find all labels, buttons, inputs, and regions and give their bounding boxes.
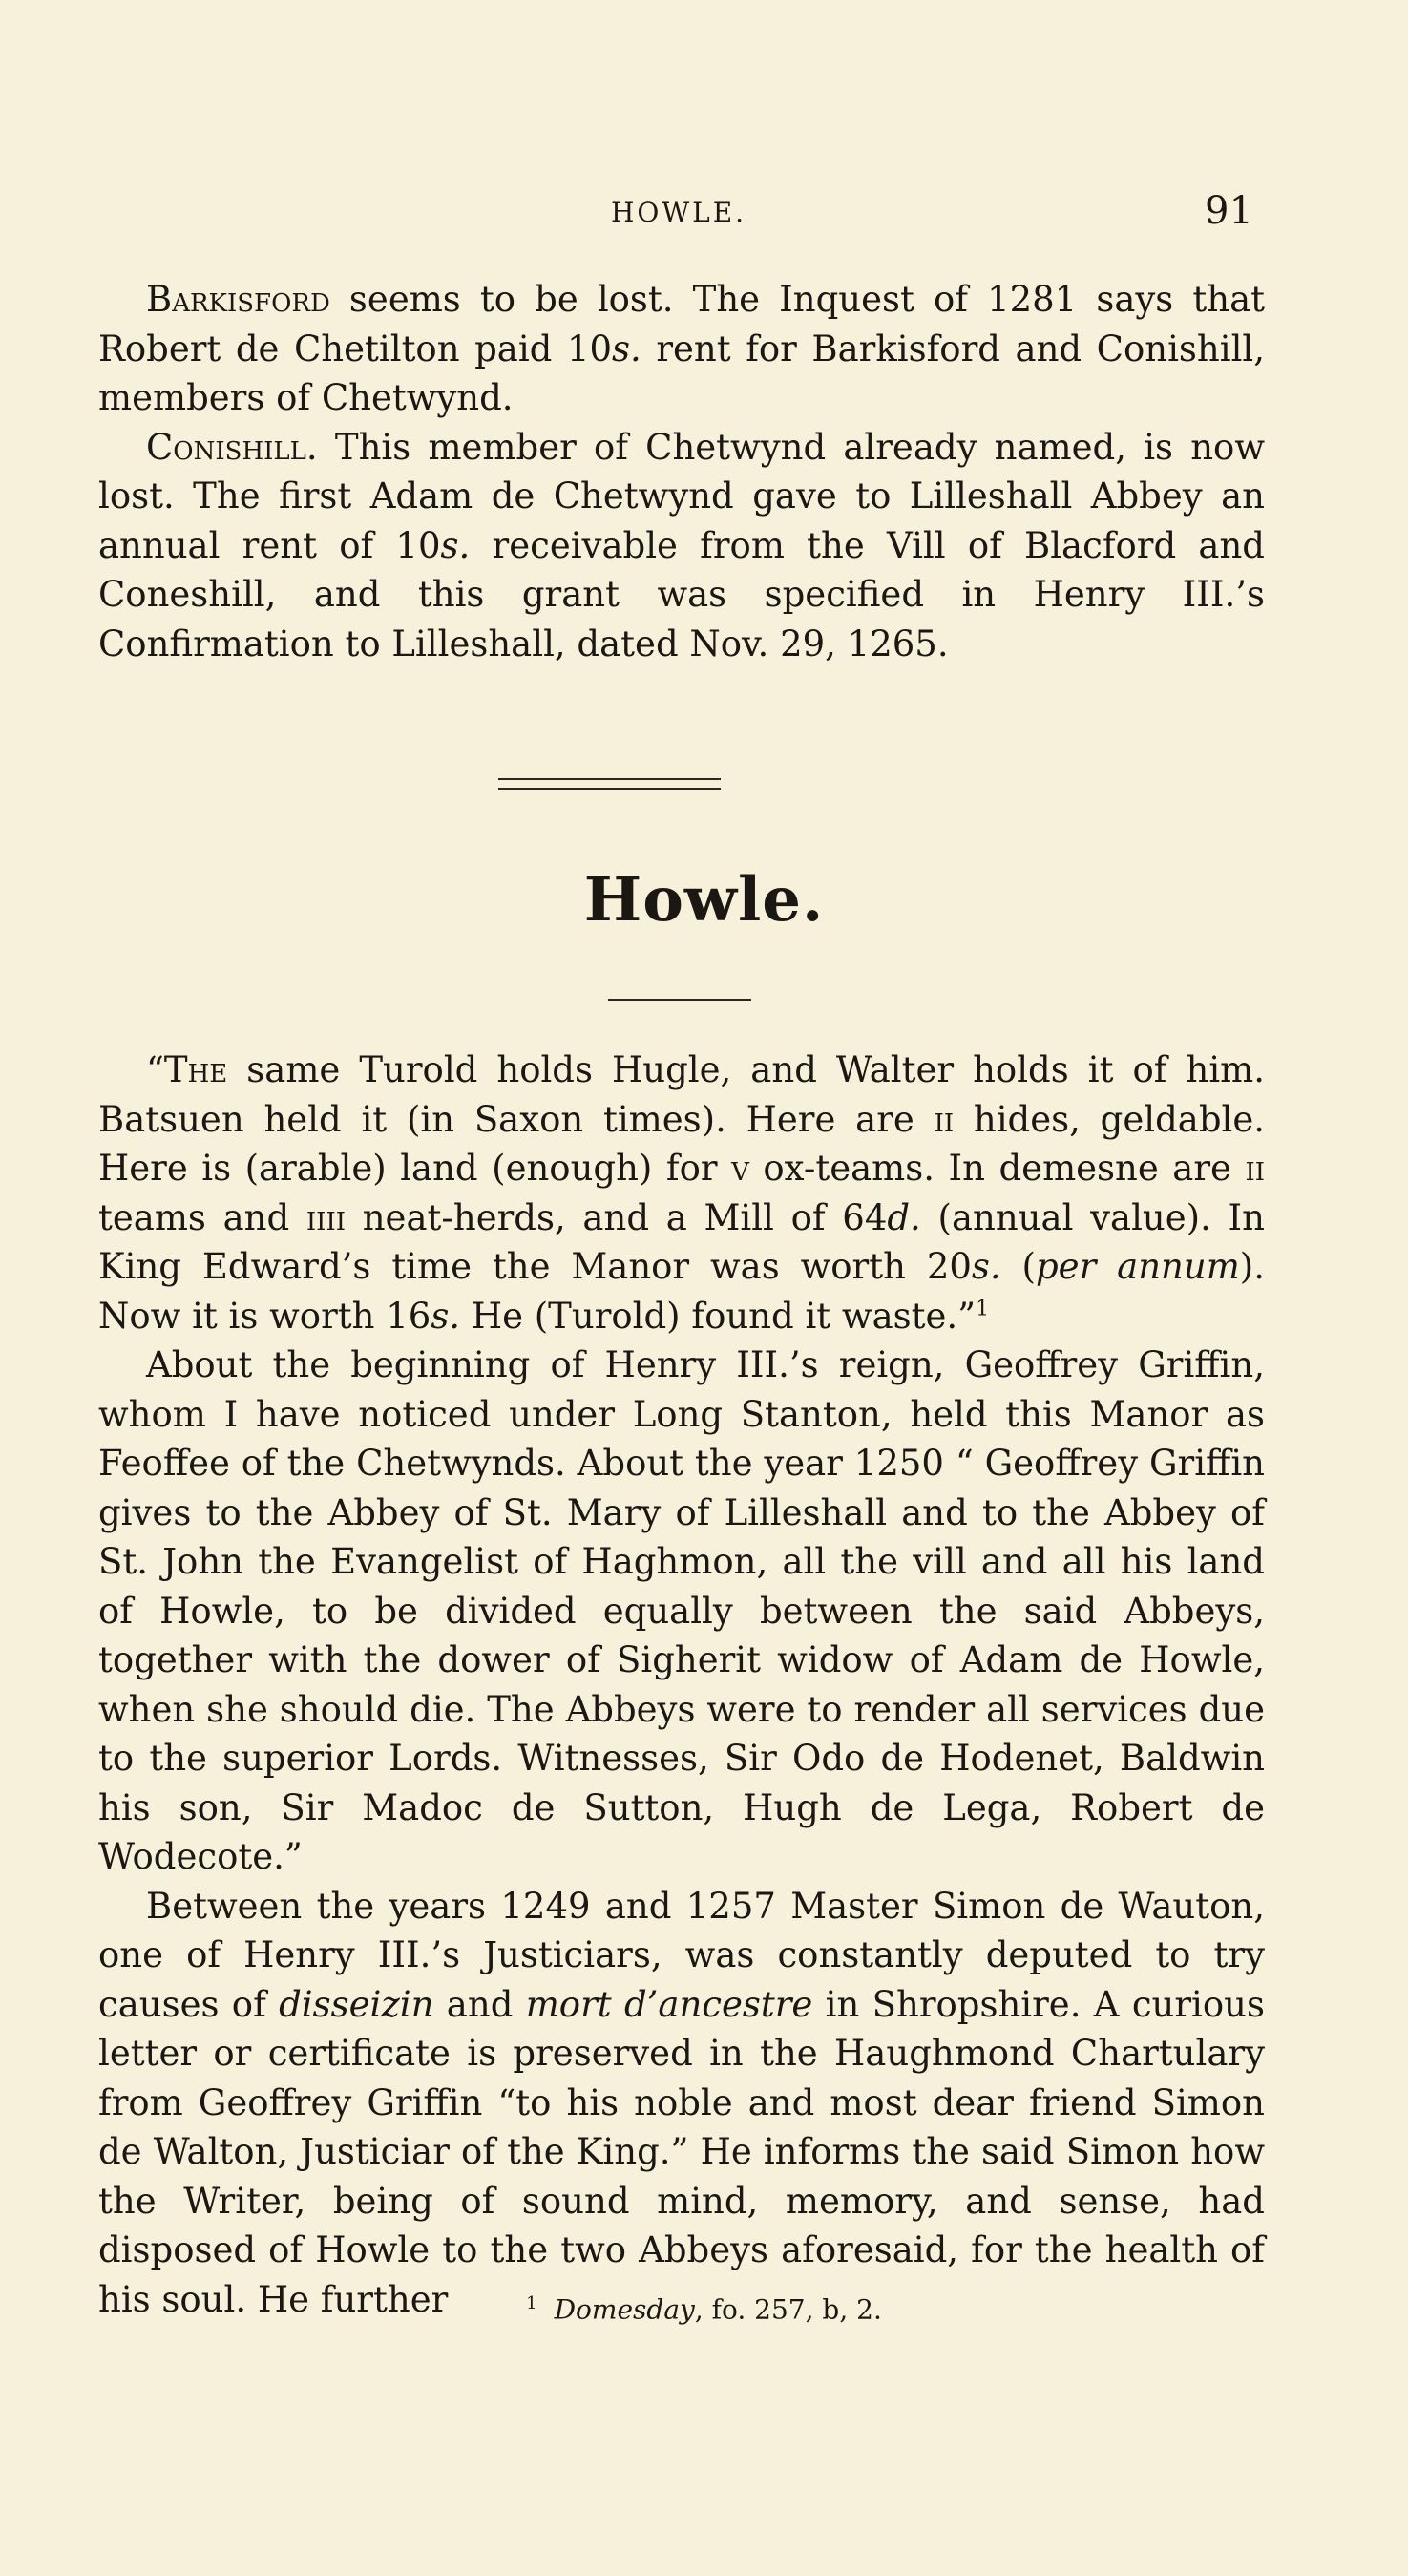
section-heading: Howle. bbox=[583, 864, 825, 936]
footnote-number: 1 bbox=[526, 2293, 537, 2313]
footnote-marker: 1 bbox=[976, 1297, 990, 1321]
paragraph-conishill: Conishill. This member of Chetwynd already named, is now lost. The first Adam de Chetwynd gave to Lilleshall Abbey an annual rent of 10s. receivable from the Vill of Blacford and Coneshill, and this grant was specified in Henry III.’s Confirmation to Lilleshall, dated Nov. 29, 1265. bbox=[98, 426, 1265, 665]
running-title: HOWLE. bbox=[611, 197, 747, 228]
footnote bbox=[0, 2293, 1408, 2325]
lead-term: Conishill. bbox=[146, 426, 318, 468]
section-chetwynd-members bbox=[98, 275, 1265, 668]
paragraph-griffin-grant: About the beginning of Henry III.’s reign, Geoffrey Griffin, whom I have noticed under Long Stanton, held this Manor as Feoffee of the Chetwynds. About the year 1250 “ Geoffrey Griffin gives to the Abbey of St. Mary of Lilleshall and to the Abbey of St. John the Evangelist of Haghmon, all the vill and all his land of Howle, to be divided equally between the said Abbeys, together with the dower of Sigherit widow of Adam de Howle, when she should die. The Abbeys were to render all services due to the superior Lords. Witnesses, Sir Odo de Hodenet, Baldwin his son, Sir Madoc de Sutton, Hugh de Lega, Robert de Wodecote.” bbox=[98, 1344, 1265, 1877]
section-divider bbox=[498, 778, 721, 790]
paragraph-barkisford: Barkisford seems to be lost. The Inquest of 1281 says that Robert de Chetilton paid 10s. rent for Barkisford and Conishill, members of Chetwynd. bbox=[98, 279, 1265, 418]
running-head bbox=[0, 189, 1408, 237]
footnote-reference: , fo. 257, b, 2. bbox=[694, 2293, 882, 2326]
page-number: 91 bbox=[1205, 189, 1253, 233]
lead-term: Barkisford bbox=[146, 279, 330, 320]
paragraph-wauton-letter: Between the years 1249 and 1257 Master Simon de Wauton, one of Henry III.’s Justiciars, was constantly deputed to try causes of disseizin and mort d’ancestre in Shropshire. A curious letter or certificate is preserved in the Haughmond Chartulary from Geoffrey Griffin “to his noble and most dear friend Simon de Walton, Justiciar of the King.” He informs the said Simon how the Writer, being of sound mind, memory, and sense, had disposed of Howle to the two Abbeys aforesaid, for the health of his soul. He further bbox=[98, 1885, 1265, 2320]
section-howle bbox=[98, 1045, 1265, 2324]
paragraph-domesday-quote: “The same Turold holds Hugle, and Walter holds it of him. Batsuen held it (in Saxon times). Here are ii hides, geldable. Here is (arable) land (enough) for v ox-teams. In demesne are ii teams and iiii neat-herds, and a Mill of 64d. (annual value). In King Edward’s time the Manor was worth 20s. (per annum). Now it is worth 16s. He (Turold) found it waste.”$^1$ bbox=[98, 1049, 1265, 1337]
heading-rule bbox=[608, 999, 751, 1001]
footnote-source: Domesday bbox=[554, 2293, 695, 2326]
